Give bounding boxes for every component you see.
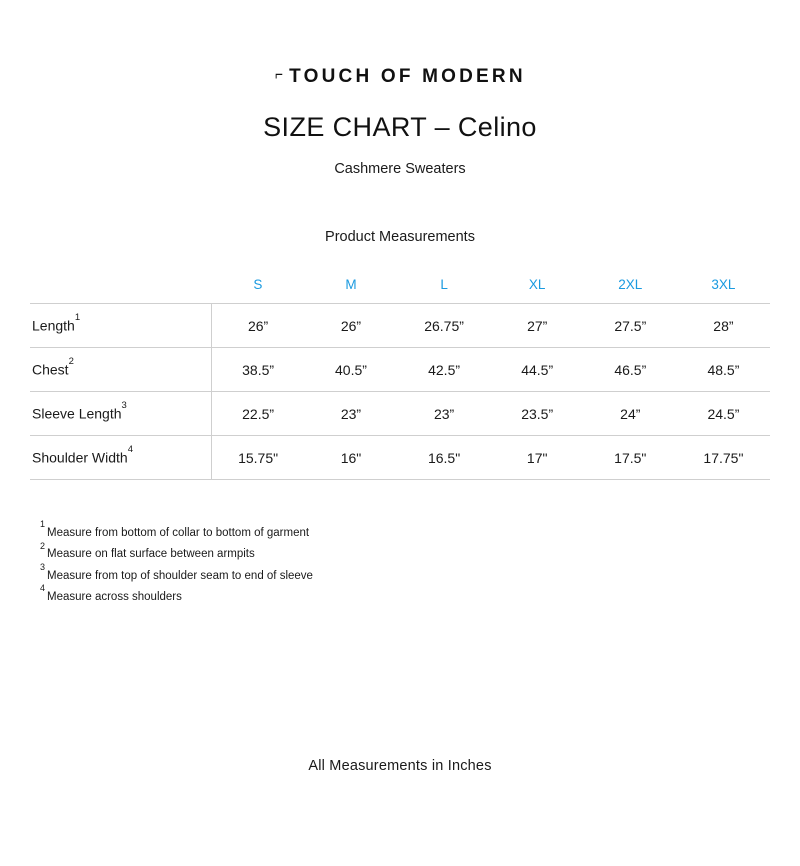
brand-name: TOUCH OF MODERN: [289, 66, 526, 87]
table-row: [30, 348, 770, 392]
cell-chest-s: 38.5”: [211, 348, 304, 392]
cell-length-3xl: 28”: [677, 304, 770, 348]
footer-note: All Measurements in Inches: [308, 758, 492, 774]
cell-shoulder-xl: 17": [491, 436, 584, 480]
cell-shoulder-3xl: 17.75": [677, 436, 770, 480]
table-header-row: [30, 265, 770, 304]
cell-chest-xl: 44.5”: [491, 348, 584, 392]
row-label-text: Length: [32, 317, 75, 334]
table-row: [30, 392, 770, 436]
table-row: [30, 304, 770, 348]
footnote-marker: 2: [40, 540, 46, 551]
row-label-shoulder-width: [30, 436, 211, 480]
row-label-length: [30, 304, 211, 348]
cell-shoulder-l: 16.5": [398, 436, 491, 480]
cell-chest-m: 40.5”: [304, 348, 397, 392]
cell-sleeve-m: 23”: [304, 392, 397, 436]
footnote-item: [40, 563, 800, 584]
column-header-l: L: [398, 265, 491, 304]
footnote-text: Measure from top of shoulder seam to end of sleeve: [47, 569, 313, 582]
page-subtitle: Cashmere Sweaters: [334, 161, 466, 177]
footnote-item: [40, 520, 800, 541]
footnote-text: Measure from bottom of collar to bottom of garment: [47, 526, 310, 539]
cell-sleeve-s: 22.5”: [211, 392, 304, 436]
cell-sleeve-l: 23”: [398, 392, 491, 436]
section-label: Product Measurements: [325, 229, 475, 245]
page-title: SIZE CHART – Celino: [263, 112, 537, 142]
cell-length-s: 26”: [211, 304, 304, 348]
column-header-s: S: [211, 265, 304, 304]
column-header-xl: XL: [491, 265, 584, 304]
row-label-sleeve-length: [30, 392, 211, 436]
cell-length-l: 26.75”: [398, 304, 491, 348]
column-header-2xl: 2XL: [584, 265, 677, 304]
row-footnote-marker: 4: [127, 444, 134, 456]
cell-sleeve-2xl: 24”: [584, 392, 677, 436]
cell-sleeve-3xl: 24.5”: [677, 392, 770, 436]
table-row: [30, 436, 770, 480]
footnote-marker: 4: [40, 583, 46, 594]
row-footnote-marker: 3: [121, 400, 127, 412]
brand-mark-icon: ⌐: [275, 65, 284, 84]
footnote-text: Measure across shoulders: [47, 590, 182, 603]
row-label-chest: [30, 348, 211, 392]
column-header-measurement: [30, 265, 211, 304]
cell-chest-3xl: 48.5”: [677, 348, 770, 392]
row-label-text: Shoulder Width: [32, 449, 128, 466]
footnote-item: [40, 541, 800, 562]
row-footnote-marker: 1: [74, 312, 81, 324]
cell-length-m: 26”: [304, 304, 397, 348]
column-header-3xl: 3XL: [677, 265, 770, 304]
footnote-text: Measure on flat surface between armpits: [47, 548, 255, 561]
cell-chest-2xl: 46.5”: [584, 348, 677, 392]
brand-logo: [0, 66, 800, 88]
measurements-table: [30, 265, 770, 480]
measurements-table-wrapper: [30, 265, 770, 480]
footnotes-list: [40, 520, 800, 605]
footnote-marker: 1: [40, 519, 46, 530]
footnote-item: [40, 584, 800, 605]
column-header-m: M: [304, 265, 397, 304]
cell-shoulder-s: 15.75": [211, 436, 304, 480]
cell-shoulder-2xl: 17.5": [584, 436, 677, 480]
row-label-text: Chest: [32, 361, 69, 378]
cell-length-xl: 27”: [491, 304, 584, 348]
cell-sleeve-xl: 23.5”: [491, 392, 584, 436]
size-chart-page: [0, 66, 800, 866]
cell-length-2xl: 27.5”: [584, 304, 677, 348]
row-footnote-marker: 2: [68, 356, 74, 368]
cell-shoulder-m: 16": [304, 436, 397, 480]
cell-chest-l: 42.5”: [398, 348, 491, 392]
row-label-text: Sleeve Length: [32, 405, 122, 422]
footnote-marker: 3: [40, 562, 46, 573]
